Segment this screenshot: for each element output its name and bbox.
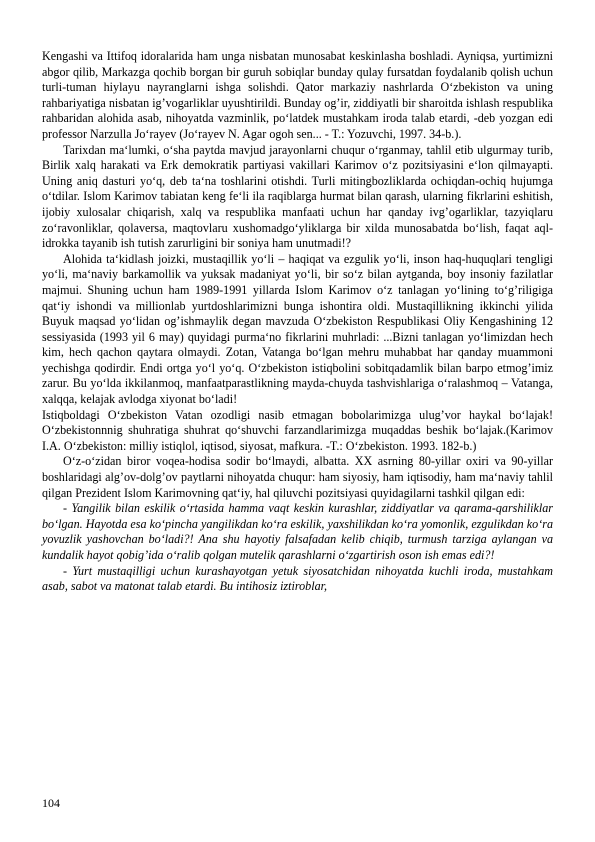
paragraph-5: O‘z-o‘zidan biror voqea-hodisa sodir bo‘lmaydi, albatta. XX asrning 80-yillar oxiri va 90-yillar boshlaridagi alg’ov-dolg’ov paytlarni nihoyatda chuqur: ham siyosiy, ham iqtisodiy, ham ma‘naviy tahlil qilgan Prezident Islom Karimovning qat‘iy, hal qiluvchi pozitsiyasi quyidagilarni tashkil qilgan edi: bbox=[42, 454, 553, 500]
paragraph-4: Istiqboldagi O‘zbekiston Vatan ozodligi nasib etmagan bobolarimizga ulug’vor haykal bo‘lajak! O‘zbekistonnnig shuhratiga shuhrat qo‘shuvchi farzandlarimizga muqaddas beshik bo‘lajak.(Karimov I.A. O‘zbekiston: milliy istiqlol, iqtisod, siyosat, mafkura. -T.: O‘zbekiston. 1993. 182-b.) bbox=[42, 407, 553, 453]
page-number: 104 bbox=[42, 796, 60, 810]
paragraph-3: Alohida ta‘kidlash joizki, mustaqillik yo‘li – haqiqat va ezgulik yo‘li, inson haq-huquqlari tengligi yo‘li, ma‘naviy barkamollik va yuksak madaniyat yo‘li, bir so‘z bilan aytganda, boy insoniy fazilatlar majmui. Shuning uchun ham 1989-1991 yillarda Islom Karimov o‘z tanlagan yo‘lining to‘g’riligiga qat‘iy ishondi va millionlab yurtdoshlarimizni bunga ishontira oldi. Mustaqillikning ikkinchi yilida Buyuk maqsad yo‘lidan og’ishmaylik degan mavzuda O‘zbekiston Respublikasi Oliy Kengashining 12 sessiyasida (1993 yil 6 may) quyidagi purma‘no fikrlarini muhrladi: ...Bizni tanlagan yo‘limizdan hech kim, hech qachon qaytara olmaydi. Zotan, Vatanga bo‘lgan mehru muhabbat har qanday muammoni yechishga qodirdir. Endi ortga yo‘l yo‘q. O‘zbekiston istiqbolini sobitqadamlik bilan barpo etmog’imiz zarur. Bu yo‘lda ikkilanmoq, manfaatparastlikning mayda-chuyda tashvishlariga o‘ralashmoq – Vatanga, xalqqa, kelajak avlodga xiyonat bo‘ladi! bbox=[42, 251, 553, 407]
paragraph-2: Tarixdan ma‘lumki, o‘sha paytda mavjud jarayonlarni chuqur o‘rganmay, tahlil etib ulgurmay turib, Birlik xalq harakati va Erk demokratik partiyasi vakillari Karimov o‘z pozitsiyasini e‘lon qilmayapti. Uning aniq dasturi yo‘q, deb ta‘na toshlarini otishdi. Turli mitingbozliklarda ochiqdan-ochiq hujumga o‘tdilar. Islom Karimov tabiatan keng fe‘li ila raqiblarga hurmat bilan qarash, ularning fikrlarini eshitish, ijobiy xulosalar chiqarish, xalq va respublika manfaati uchun har qanday ivg’ogarliklar, tazyiqlaru zo‘ravonliklar, qolaversa, maqtovlaru xushomadgo‘yliklarga bir xilda munosabatda bo‘lish, faqat aql-idrokka tayanib ish tutish zarurligini bir soniya ham unutmadi!? bbox=[42, 142, 553, 251]
page-body bbox=[42, 49, 553, 595]
paragraph-6-text: Yangilik bilan eskilik o‘rtasida hamma vaqt keskin kurashlar, ziddiyatlar va qarama-qarshiliklar bo‘lgan. Hayotda esa ko‘pincha yangilikdan ko‘ra eskilik, yaxshilikdan ko‘ra yomonlik, ezgulikdan ko‘ra yovuzlik yashovchan bo‘ladi?! Ana shu hayotiy falsafadan kelib chiqib, turmush tarziga aylangan va kundalik hayot qobig’ida o‘ralib qolgan mutelik qarashlarni o‘zgartirish oson ish emas edi?! bbox=[42, 501, 553, 562]
paragraph-7-italic bbox=[42, 564, 553, 595]
list-dash: - bbox=[63, 563, 73, 578]
paragraph-7-text: Yurt mustaqilligi uchun kurashayotgan yetuk siyosatchidan nihoyatda kuchli iroda, mustahkam asab, sabot va matonat talab etardi. Bu intihosiz iztiroblar, bbox=[42, 563, 553, 594]
paragraph-6-italic bbox=[42, 501, 553, 563]
paragraph-1: Kengashi va Ittifoq idoralarida ham unga nisbatan munosabat keskinlasha boshladi. Ayniqsa, yurtimizni abgor qilib, Markazga qochib borgan bir guruh sobiqlar bunday qulay fursatdan foydalanib qolish uchun turli-tuman hiylayu nayranglarni ishga solishdi. Qator markaziy nashrlarda O‘zbekiston va uning rahbariyatiga nisbatan ig’vogarliklar uyushtirildi. Bunday og’ir, ziddiyatli bir sharoitda ishlash respublika rahbaridan alohida asab, nihoyatda vazminlik, po‘latdek mustahkam iroda talab etardi, -deb yozgan edi professor Narzulla Jo‘rayev (Jo‘rayev N. Agar ogoh sen... - T.: Yozuvchi, 1997. 34-b.). bbox=[42, 49, 553, 141]
list-dash: - bbox=[63, 501, 72, 516]
